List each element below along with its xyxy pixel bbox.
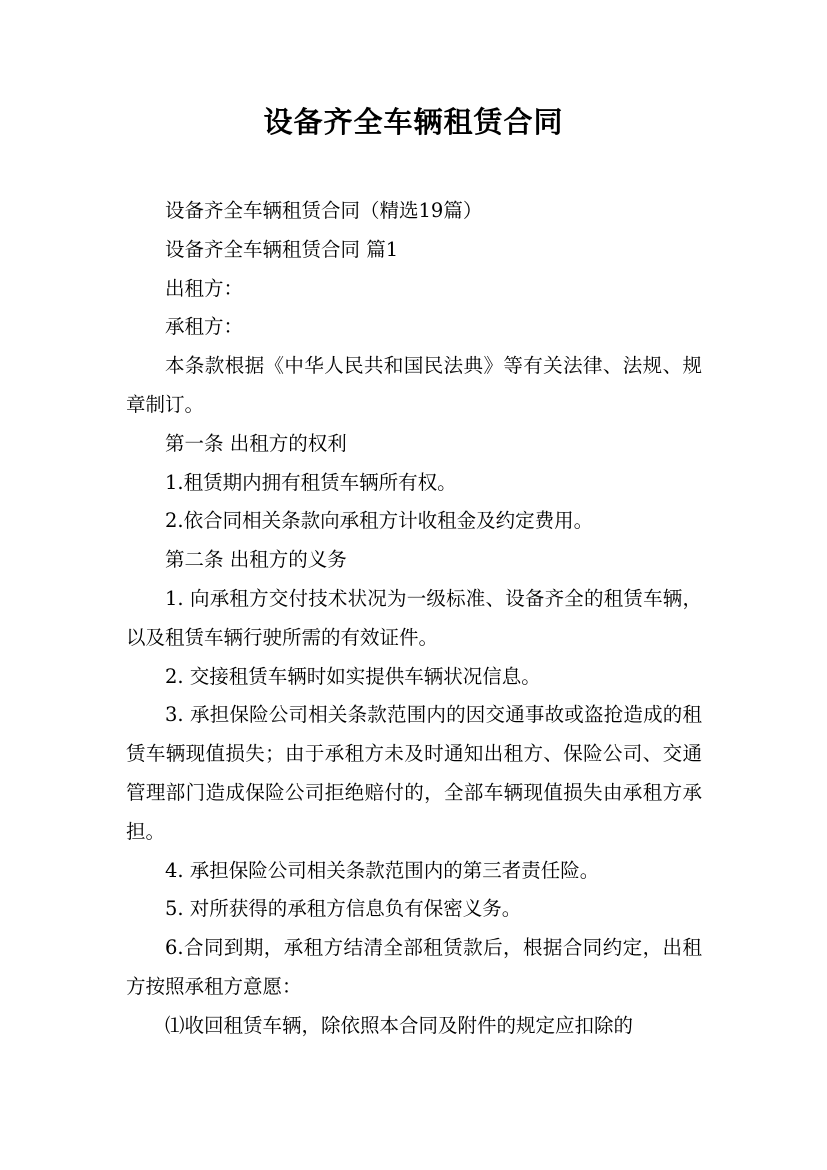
paragraph: 本条款根据《中华人民共和国民法典》等有关法律、法规、规章制订。 [126, 354, 702, 416]
paragraph: 第二条 出租方的义务 [165, 548, 347, 572]
paragraph: 1.租赁期内拥有租赁车辆所有权。 [165, 470, 457, 494]
paragraph: 4. 承担保险公司相关条款范围内的第三者责任险。 [165, 858, 600, 882]
paragraph: 出租方： [165, 276, 244, 300]
paragraph: 5. 对所获得的承租方信息负有保密义务。 [165, 897, 522, 921]
paragraph: 6.合同到期，承租方结清全部租赁款后，根据合同约定，出租方按照承租方意愿： [126, 936, 702, 998]
paragraph: 第一条 出租方的权利 [165, 431, 347, 455]
paragraph: 承租方： [165, 315, 244, 339]
paragraph: 1. 向承租方交付技术状况为一级标准、设备齐全的租赁车辆，以及租赁车辆行驶所需的有效证件。 [126, 586, 702, 649]
paragraph: 3. 承担保险公司相关条款范围内的因交通事故或盗抢造成的租赁车辆现值损失；由于承租方未及时通知出租方、保险公司、交通管理部门造成保险公司拒绝赔付的，全部车辆现值损失由承租方承担。 [126, 703, 702, 843]
document-title: 设备齐全车辆租赁合同 [263, 105, 564, 139]
document-body [126, 192, 702, 1046]
paragraph: 设备齐全车辆租赁合同 篇1 [165, 237, 399, 261]
paragraph: 2. 交接租赁车辆时如实提供车辆状况信息。 [165, 664, 541, 688]
paragraph: 设备齐全车辆租赁合同（精选19篇） [165, 199, 483, 222]
paragraph: 2.依合同相关条款向承租方计收租金及约定费用。 [165, 509, 594, 533]
paragraph: ⑴收回租赁车辆，除依照本合同及附件的规定应扣除的 [165, 1013, 634, 1037]
